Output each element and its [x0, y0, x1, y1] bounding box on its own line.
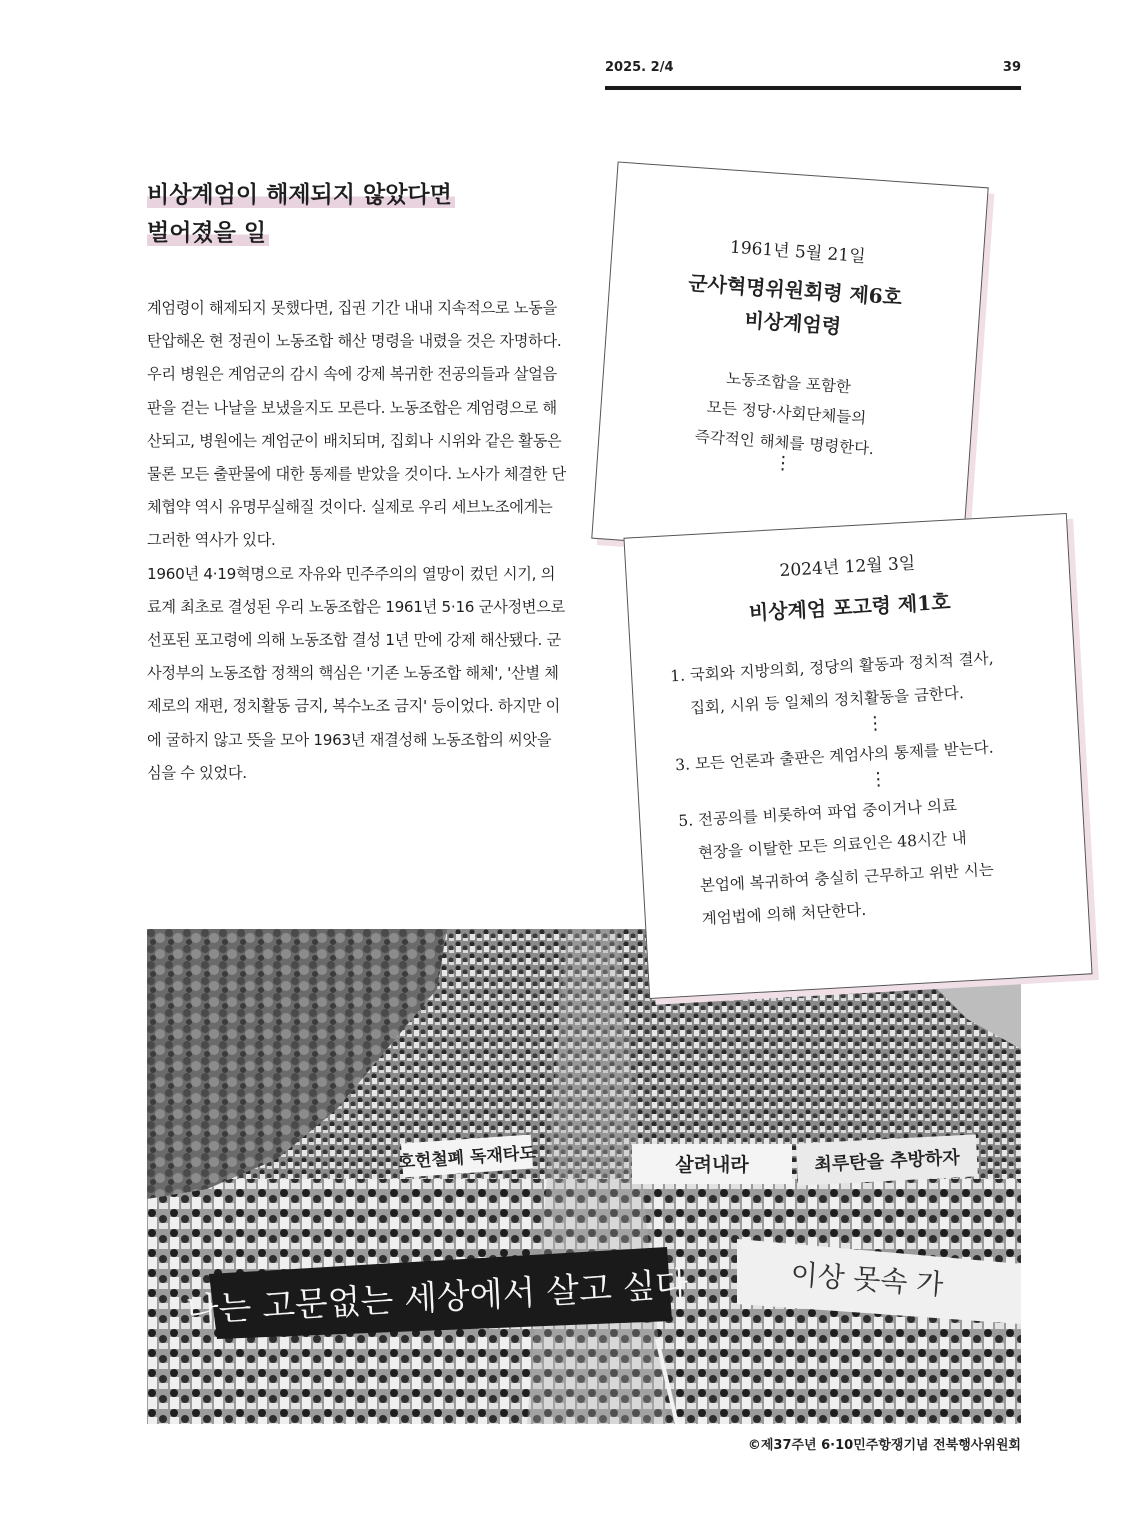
- title-line-2: 벌어졌을 일: [147, 220, 269, 246]
- paragraph-1: 계엄령이 해제되지 못했다면, 집권 기간 내내 지속적으로 노동을 탄압해온 현 정권이 노동조합 해산 명령을 내렸을 것은 자명하다. 우리 병원은 계엄군의 감시 속에 강제 복귀한 전공의들과 살얼음판을 걷는 나날을 보냈을지도 모른다. 노동조합은 계엄령으로 해산되고, 병원에는 계엄군이 배치되며, 집회나 시위와 같은 활동은 물론 모든 출판물에 대한 통제를 받았을 것이다. 노사가 체결한 단체협약 역시 유명무실해질 것이다. 실제로 우리 세브노조에게는 그러한 역사가 있다.: [147, 299, 566, 550]
- decree-2024-ellipsis-1: ⋮: [865, 712, 885, 735]
- decree-item-5-line-1: 5. 전공의를 비롯하여 파업 중이거나 의료: [677, 796, 958, 831]
- banner-mid: [632, 1144, 792, 1184]
- banner-left-text: 호헌철폐 독재타도: [397, 1143, 537, 1173]
- decree-1961-title: [607, 261, 981, 353]
- page-number: 39: [1002, 60, 1021, 75]
- decree-1961-ellipsis: ⋮: [773, 452, 793, 475]
- decree-1961-card: [591, 161, 988, 564]
- decree-item-5-line-4: 계엄법에 의해 처단한다.: [701, 900, 867, 928]
- protest-photo-image: [147, 929, 1021, 1424]
- decree-item-1-line-1: 1. 국회와 지방의회, 정당의 활동과 정치적 결사,: [669, 649, 994, 686]
- decree-1961-title-line-2: 비상계엄령: [743, 307, 842, 339]
- banner-right-text: 최루탄을 추방하자: [813, 1147, 961, 1176]
- decree-1961-body-line-2: 모든 정당·사회단체들의: [706, 398, 867, 428]
- decree-2024-card: [623, 513, 1092, 999]
- decree-1961-body-line-3: 즉각적인 해체를 명령한다.: [694, 427, 875, 459]
- title-line-1: 비상계엄이 해제되지 않았다면: [147, 182, 455, 208]
- protest-photo: [147, 929, 1021, 1424]
- decree-item-1-line-2: 집회, 시위 등 일체의 정치활동을 금한다.: [689, 684, 965, 718]
- decree-2024-title: 비상계엄 포고령 제1호: [748, 589, 952, 625]
- decree-item-5-line-2: 현장을 이탈한 모든 의료인은 48시간 내: [697, 829, 968, 863]
- banner-main-text: 나는 고문없는 세상에서 살고 싶다: [184, 1264, 690, 1332]
- decree-2024-date: 2024년 12월 3일: [779, 553, 916, 582]
- banner-mid-text: 살려내라: [675, 1154, 749, 1176]
- decree-2024-ellipsis-2: ⋮: [868, 768, 888, 791]
- decree-item-3: 3. 모든 언론과 출판은 계엄사의 통제를 받는다.: [674, 738, 995, 775]
- article-title: [147, 176, 577, 252]
- article-body: [147, 292, 567, 790]
- photo-credit: ©제37주년 6·10민주항쟁기념 전북행사위원회: [747, 1438, 1021, 1453]
- page-header: [605, 60, 1021, 90]
- banner-right-low-text: 이상 못속 가: [789, 1257, 945, 1302]
- paragraph-2: 1960년 4·19혁명으로 자유와 민주주의의 열망이 컸던 시기, 의료계 최초로 결성된 우리 노동조합은 1961년 5·16 군사정변으로 선포된 포고령에 의해 노동조합 결성 1년 만에 강제 해산됐다. 군사정부의 노동조합 정책의 핵심은 '기존 노동조합 해체', '산별 체제로의 재편, 정치활동 금지, 복수노조 금지' 등이었다. 하지만 이에 굴하지 않고 뜻을 모아 1963년 재결성해 노동조합의 씨앗을 심을 수 있었다.: [147, 564, 565, 782]
- decree-item-5-line-3: 본업에 복귀하여 충실히 근무하고 위반 시는: [699, 860, 995, 896]
- decree-1961-title-line-1: 군사혁명위원회령 제6호: [687, 270, 903, 310]
- decree-1961-body-line-1: 노동조합을 포함한: [725, 369, 852, 397]
- issue-date: 2025. 2/4: [605, 60, 674, 75]
- decree-2024-items: [669, 638, 1088, 937]
- decree-1961-date: 1961년 5월 21일: [729, 237, 867, 267]
